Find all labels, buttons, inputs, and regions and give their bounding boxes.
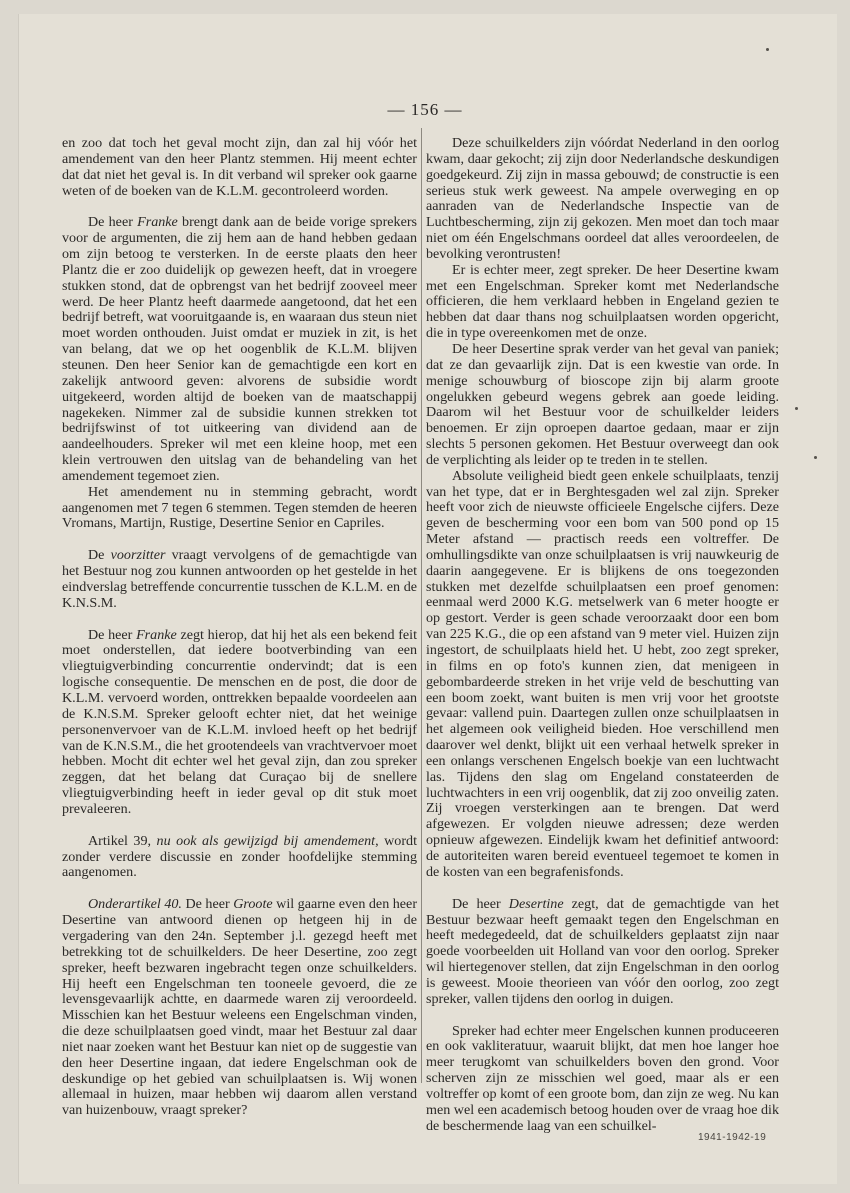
left-paragraph-5: De heer Franke zegt hierop, dat hij het als een bekend feit moet onderstellen, dat iedere bootverbinding van een vliegtuigverbinding concurrentie ondervindt; dat is een logische consequentie. De menschen en de post, die door de K.L.M. vervoerd worden, onttrekken bepaalde voordeelen aan de K.N.S.M. Spreker gelooft echter niet, dat het weinige personenvervoer van de K.L.M. invloed heeft op het bedrijf van de K.N.S.M., die het grootendeels van vrachtvervoer moet hebben. Mocht dit echter wel het geval zijn, dan zou spreker zeggen, dat het belang dat Curaçao bij de snellere vliegtuigverbinding heeft in ieder geval op dit stuk moet prevaleeren. [62,626,417,817]
right-paragraph-1: Deze schuilkelders zijn vóórdat Nederland in den oorlog kwam, daar gekocht; zij zijn door Nederlandsche deskundigen goedgekeurd. Zij zijn in massa gebouwd; de constructie is een serieus stuk werk geweest. Na ampele overweging en op aanraden van de Nederlandsche Inspectie van de Luchtbescherming, zijn zij gekozen. Men moet dan toch maar niet om één Engelschmans oordeel dat alles veroordeelen, de bevolking verontrusten! [426,135,779,262]
speaker-name: Desertine [508,895,564,912]
subarticle-label: Onderartikel 40. [88,896,182,913]
page-number: — 156 — [387,100,463,119]
left-paragraph-6: Artikel 39, nu ook als gewijzigd bij amendement, wordt zonder verdere discussie en zonder hoofdelijke stemming aangenomen. [62,832,417,881]
left-paragraph-1: en zoo dat toch het geval mocht zijn, dan zal hij vóór het amendement van den heer Plantz stemmen. Hij meent echter dat dat niet het geval is. In dit verband wil spreker ook gaarne weten of de boeken van de K.L.M. gecontroleerd worden. [62,135,417,199]
right-paragraph-6: Spreker had echter meer Engelschen kunnen produceeren en ook vakliteratuur, waaruit blijkt, dat men hoe langer hoe meer terugkomt van schuilkelders boven den grond. Voor scherven zijn ze misschien wel goed, maar als er een voltreffer op komt of een groote bom, dan zijn ze weg. Nu kan men wel een academisch betoog houden over de vraag hoe dik de beschermende laag van een schuilkel- [426,1022,779,1134]
right-paragraph-3: De heer Desertine sprak verder van het geval van paniek; dat ze dan gevaarlijk zijn. Dat is een kwestie van orde. In menige schouwburg of bioscope zijn bij alarm groote ongelukken gebeurd wegens gebrek aan goede leiding. Daarom wil het Bestuur voor de schuilkelder leiders benoemen. Er zijn oproepen daartoe gedaan, maar er zijn slechts 5 personen gekomen. Het Bestuur overweegt dan ook de verplichting als leider op te treden in te stellen. [426,340,779,468]
speaker-name: Franke [136,626,177,643]
right-column [426,136,779,1134]
left-paragraph-7: Onderartikel 40. De heer Groote wil gaarne even den heer Desertine van antwoord dienen op hetgeen hij in de vergadering van den 24n. September j.l. gezegd heeft met betrekking tot de schuilkelders. De heer Desertine, zoo zegt spreker, heeft bezwaren ingebracht tegen onze schuilkelders. Hij heeft een Engelschman ten tooneele gevoerd, die ze levensgevaarlijk achtte, en daarmede waren zij veroordeeld. Misschien kan het Bestuur weleens een Engelschman vinden, die deze schuilplaatsen goed vindt, maar het Bestuur zal daar niet naar zoeken want het Bestuur kan niet op de suggestie van den heer Desertine ingaan, dat iedere Engelschman ook de deskundige op het gebied van schuilplaatsen is. Wij wonen allemaal in huizen, maar hebben wij daarom allen verstand van huizenbouw, vraagt spreker? [62,896,418,1119]
left-paragraph-4: De voorzitter vraagt vervolgens of de gemachtigde van het Bestuur nog zou kunnen antwoorden op het gestelde in het eindverslag betreffende concurrentie tusschen de K.L.M. en de K.N.S.M. [62,547,417,611]
left-paragraph-2: De heer Franke brengt dank aan de beide vorige sprekers voor de argumenten, die zij hem aan de hand hebben gedaan om zijn betoog te versterken. In de eerste plaats den heer Plantz die er zoo duidelijk op gewezen heeft, dat in vroegere stukken stond, dat de opbrengst van het bedrijf zooveel meer werd. De heer Plantz heeft daarmede aangetoond, dat het een bedrijf betreft, wat vooruitgaande is, en waaraan dus steun niet moet worden onthouden. Juist omdat er muziek in zit, is het van belang, dat we op het oogenblik de K.L.M. blijven steunen. Den heer Senior kan de gemachtigde een kort en zakelijk antwoord geven: alvorens de subsidie wordt uitgekeerd, worden altijd de boeken van de maatschappij nagekeken. Nimmer zal de subsidie kunnen strekken tot bedrijfswinst of tot uitkeering van dividend aan de aandeelhouders. Spreker wil met een kleine hoop, met een klein vertrouwen den uitslag van de behandeling van het amendement tegemoet zien. [62,214,418,484]
column-divider [421,128,422,1083]
speaker-name: Franke [137,214,178,231]
left-column [62,136,417,1119]
right-paragraph-5: De heer Desertine zegt, dat de gemachtigde van het Bestuur bezwaar heeft gemaakt tegen den Engelschman en heeft medegedeeld, dat de schuilkelders geplaatst zijn naar goede voorbeelden uit Holland van voor den oorlog. Spreker wil hiertegenover stellen, dat zijn Engelschman in den oorlog is geweest. Mooie theorieen van vóór den oorlog, zoo zegt spreker, vallen tijdens den oorlog in duigen. [426,895,779,1007]
speck [766,48,769,51]
speaker-name: Groote [233,896,273,913]
speaker-name: voorzitter [110,547,166,564]
archive-id: 1941-1942-19 [698,1132,767,1143]
right-paragraph-2: Er is echter meer, zegt spreker. De heer Desertine kwam met een Engelschman. Spreker komt met Nederlandsche officieren, die hem verklaard hebben in Engeland gezien te hebben dat daar thans nog schuilplaatsen worden opgericht, die in type overeenkomen met de onze. [426,261,779,342]
left-paragraph-3: Het amendement nu in stemming gebracht, wordt aangenomen met 7 tegen 6 stemmen. Tegen stemden de heeren Vromans, Martijn, Rustige, Desertine Senior en Capriles. [62,483,417,532]
speck [795,407,798,410]
emphasis: nu ook als gewijzigd bij amendement [156,832,376,849]
speck [814,456,817,459]
right-paragraph-4: Absolute veiligheid biedt geen enkele schuilplaats, tenzij van het type, dat er in Berghtesgaden wel zal zijn. Spreker heeft voor zich de nieuwste officieele Engelsche cijfers. Deze geven de bescherming voor een bom van 500 pond op 15 Meter afstand — practisch reeds een voltreffer. De omhullingsdikte van onze schuilplaatsen is vrij nauwkeurig de daarin aangegevene. Er is blijkens de ons toegezonden stukken met dezelfde schuilplaatsen een proef genomen: eenmaal werd 2000 K.G. metselwerk van 6 meter hoogte er op gestort. Verder is geen schade veroorzaakt door een bom van 225 K.G., die op een afstand van 9 meter viel. Huizen zijn ingestort, de schuilplaats hield het. U hebt, zoo zegt spreker, in films en op foto's kunnen zien, dat menigeen in gebombardeerde streken in het vrije veld de beschutting van een boom zoekt, want buiten is men vrij voor het grootste gevaar: vallend puin. Daartegen zullen onze schuilplaatsen in het algemeen ook veiligheid bieden. Hoe verschillend men daarover wel denkt, blijkt uit een verhaal hetwelk spreker in een onlangs verschenen Engelsch boekje van een luchtwacht las. Tijdens den slag om Engeland constateerden de luchtwachters in een vrij oogenblik, dat zij zoo onveilig zaten. Zij vroegen versterkingen aan te brengen. Dat werd afgewezen. Er volgden nieuwe adressen; deze werden opnieuw afgewezen. Eindelijk kwam het definitief antwoord: de autoriteiten waren bereid eventueel tegemoet te komen in de kosten van een begrafenisfonds. [426,467,779,880]
